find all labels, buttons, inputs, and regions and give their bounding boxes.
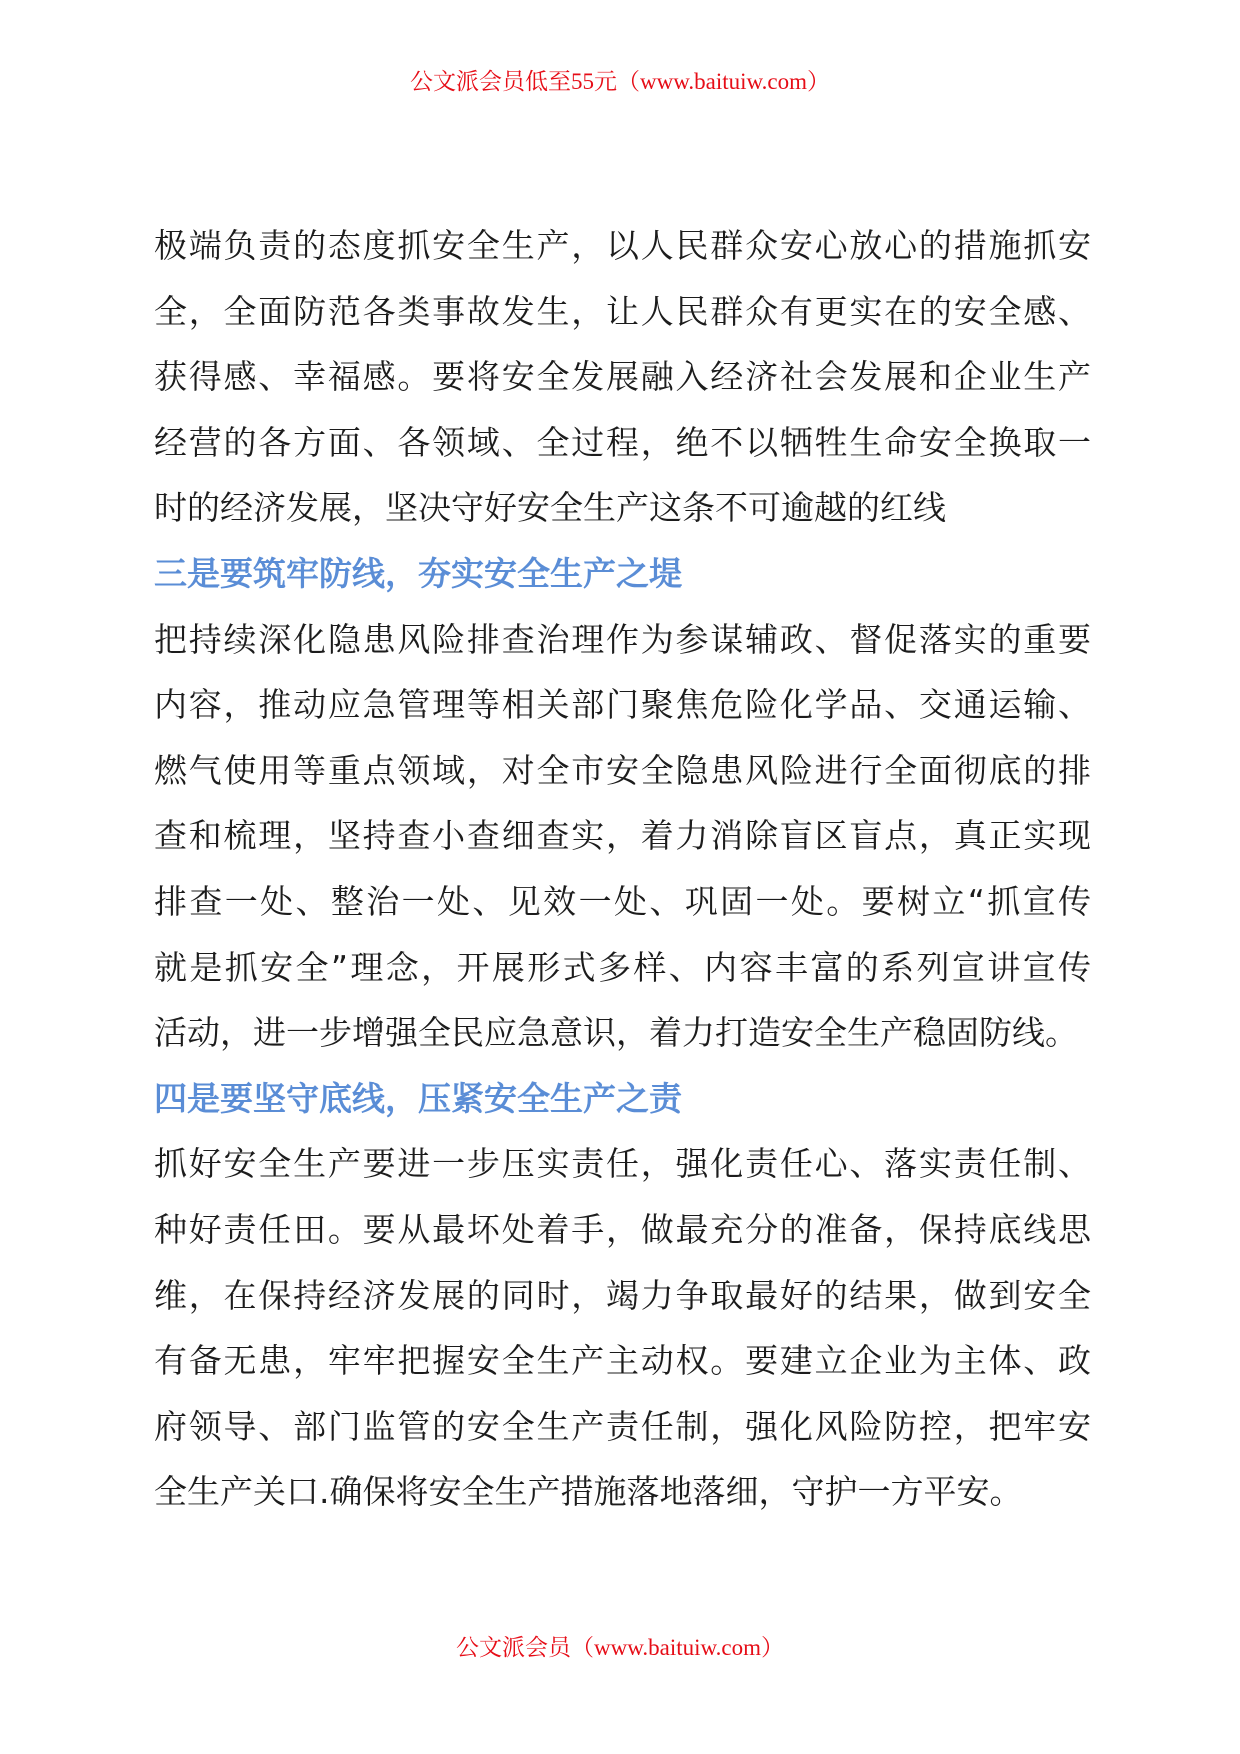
footer-promo-text: 公文派会员（www.baituiw.com） bbox=[456, 1635, 784, 1660]
text-line: 内容，推动应急管理等相关部门聚焦危险化学品、交通运输、 bbox=[154, 685, 1091, 725]
text-line: 就是抓安全”理念，开展形式多样、内容丰富的系列宣讲宣传 bbox=[154, 947, 1091, 987]
text-line: 全生产关口.确保将安全生产措施落地落细，守护一方平安。 bbox=[154, 1472, 1023, 1512]
text-line: 活动，进一步增强全民应急意识，着力打造安全生产稳固防线。 bbox=[154, 1013, 1078, 1053]
text-line: 有备无患，牢牢把握安全生产主动权。要建立企业为主体、政 bbox=[154, 1341, 1091, 1381]
paragraph-build-defense-line bbox=[154, 607, 1091, 1066]
text-line: 极端负责的态度抓安全生产，以人民群众安心放心的措施抓安 bbox=[154, 226, 1091, 265]
paragraph-safety-responsibility bbox=[154, 213, 1091, 541]
text-line: 种好责任田。要从最坏处着手，做最充分的准备，保持底线思 bbox=[154, 1209, 1091, 1249]
section-heading-4: 四是要坚守底线，压紧安全生产之责 bbox=[154, 1078, 682, 1118]
text-line: 时的经济发展，坚决守好安全生产这条不可逾越的红线 bbox=[154, 488, 946, 528]
text-line: 把持续深化隐患风险排查治理作为参谋辅政、督促落实的重要 bbox=[154, 619, 1091, 659]
paragraph-hold-bottom-line bbox=[154, 1131, 1091, 1525]
header-promo-text: 公文派会员低至55元（www.baituiw.com） bbox=[410, 69, 830, 94]
text-line: 查和梳理，坚持查小查细查实，着力消除盲区盲点，真正实现 bbox=[154, 816, 1091, 856]
text-line: 府领导、部门监管的安全生产责任制，强化风险防控，把牢安 bbox=[154, 1406, 1091, 1446]
text-line: 获得感、幸福感。要将安全发展融入经济社会发展和企业生产 bbox=[154, 357, 1091, 397]
section-heading-3: 三是要筑牢防线，夯实安全生产之堤 bbox=[154, 553, 682, 593]
text-line: 经营的各方面、各领域、全过程，绝不以牺牲生命安全换取一 bbox=[154, 422, 1091, 462]
document-body bbox=[154, 213, 1091, 1525]
text-line: 排查一处、整治一处、见效一处、巩固一处。要树立“抓宣传 bbox=[154, 881, 1091, 921]
text-line: 全，全面防范各类事故发生，让人民群众有更实在的安全感、 bbox=[154, 291, 1091, 331]
text-line: 抓好安全生产要进一步压实责任，强化责任心、落实责任制、 bbox=[154, 1144, 1091, 1184]
text-line: 维，在保持经济发展的同时，竭力争取最好的结果，做到安全 bbox=[154, 1275, 1091, 1315]
text-line: 燃气使用等重点领域，对全市安全隐患风险进行全面彻底的排 bbox=[154, 750, 1091, 790]
